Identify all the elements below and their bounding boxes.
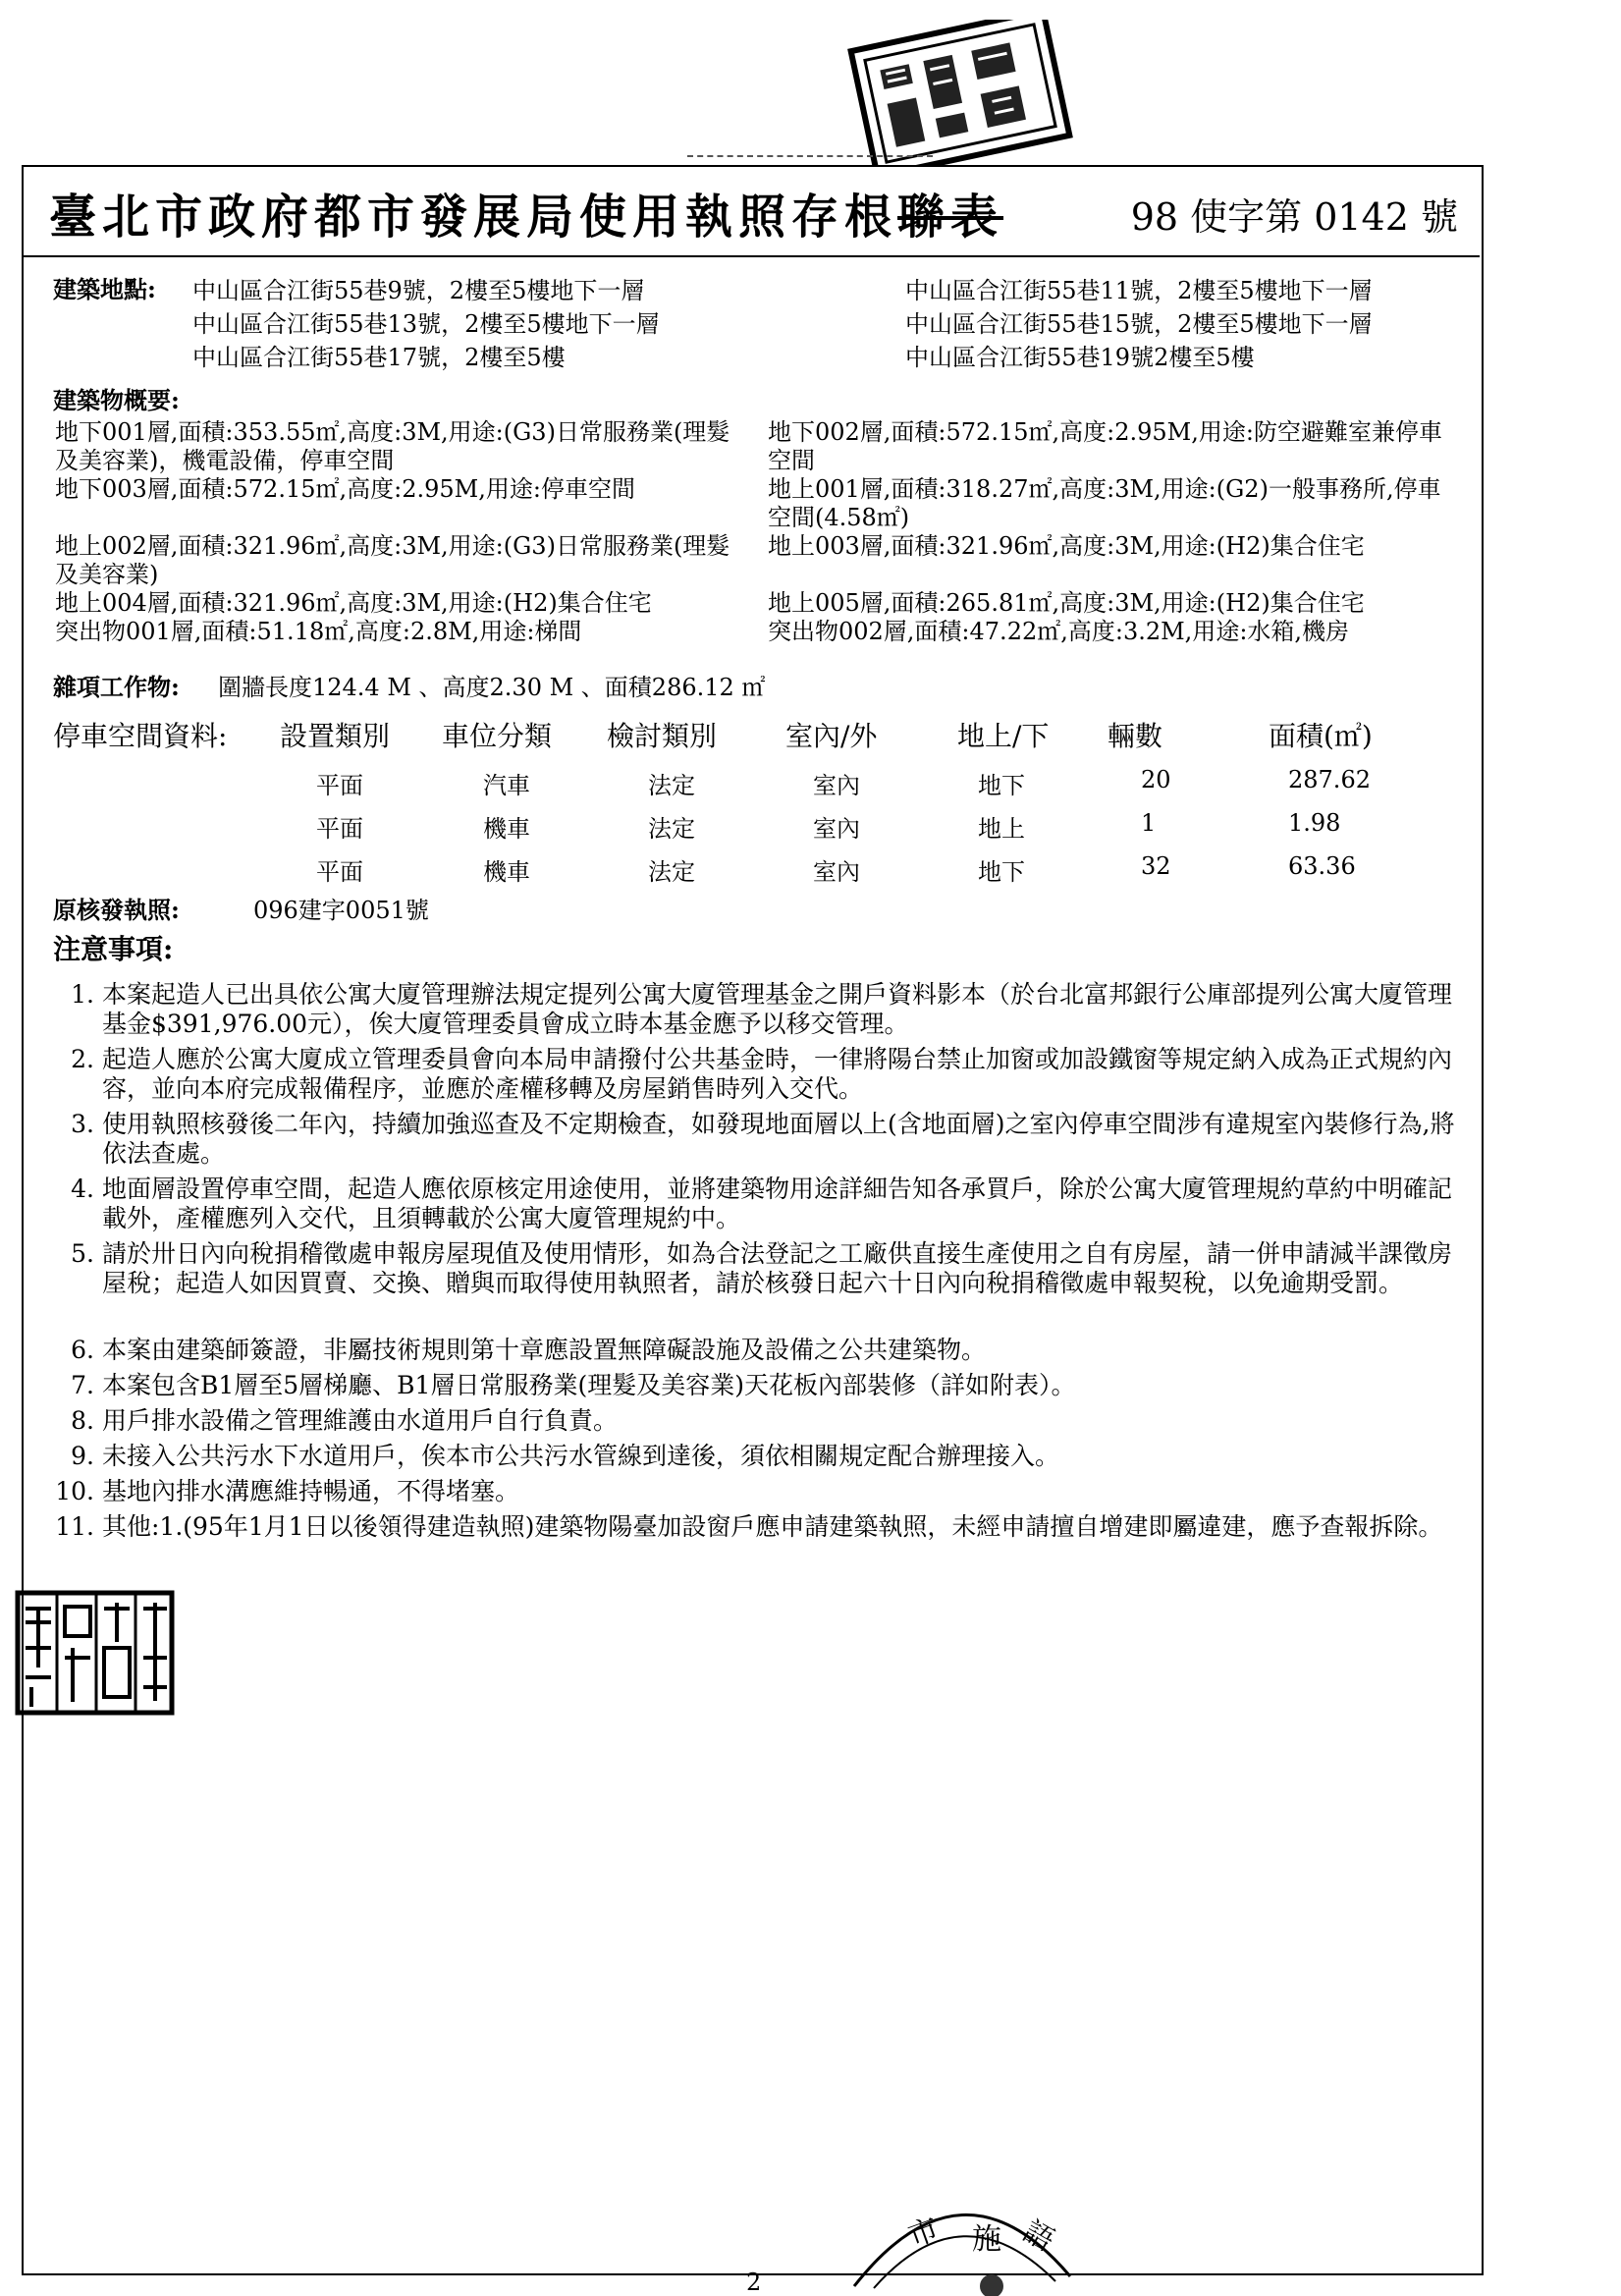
official-seal-bottom — [844, 2178, 1080, 2296]
note-text: 起造人應於公寓大廈成立管理委員會向本局申請撥付公共基金時，一律將陽台禁止加窗或加設鐵窗等規定納入成為正式規約內容，並向本府完成報備程序，並應於產權移轉及房屋銷售時列入交代。 — [102, 1045, 1453, 1103]
note-item — [55, 1371, 1469, 1400]
title-strike-text: 聯表 — [897, 190, 1004, 245]
parking-cell: 汽車 — [483, 772, 530, 799]
address-item: 中山區合江街55巷15號，2樓至5樓地下一層 — [905, 310, 1373, 338]
title-bar — [22, 165, 1480, 257]
note-item — [55, 1045, 1469, 1104]
parking-cell: 地下 — [978, 858, 1025, 886]
misc-value: 圍牆長度124.4 M 、高度2.30 M 、面積286.12 ㎡ — [218, 674, 766, 701]
parking-cell: 1.98 — [1288, 809, 1341, 837]
address-label: 建築地點: — [53, 275, 156, 303]
overview-line: 地上004層,面積:321.96㎡,高度:3M,用途:(H2)集合住宅 — [55, 589, 652, 617]
note-text: 使用執照核發後二年內，持續加強巡查及不定期檢查，如發現地面層以上(含地面層)之室內停車空間涉有違規室內裝修行為,將依法查處。 — [102, 1110, 1455, 1168]
note-text: 本案由建築師簽證，非屬技術規則第十章應設置無障礙設施及設備之公共建築物。 — [102, 1336, 987, 1364]
parking-cell: 機車 — [483, 815, 530, 843]
address-item: 中山區合江街55巷17號，2樓至5樓 — [192, 344, 566, 371]
note-item — [55, 1175, 1469, 1233]
address-item: 中山區合江街55巷9號，2樓至5樓地下一層 — [192, 277, 645, 304]
notes-label: 注意事項: — [53, 933, 174, 965]
note-number: 8. — [71, 1406, 94, 1435]
note-number: 2. — [71, 1045, 94, 1073]
parking-cell: 機車 — [483, 858, 530, 886]
overview-line: 地上005層,面積:265.81㎡,高度:3M,用途:(H2)集合住宅 — [768, 589, 1365, 617]
parking-cell: 287.62 — [1288, 766, 1371, 793]
note-text: 其他:1.(95年1月1日以後領得建造執照)建築物陽臺加設窗戶應申請建築執照，未經申請擅自增建即屬違建，應予查報拆除。 — [102, 1512, 1443, 1541]
overview-line: 地下002層,面積:572.15㎡,高度:2.95M,用途:防空避難室兼停車 — [768, 418, 1442, 446]
permit-number: 98 使字第 0142 號 — [1130, 195, 1458, 239]
parking-cell: 平面 — [316, 815, 363, 843]
parking-cell: 法定 — [648, 858, 695, 886]
parking-cell: 室內 — [813, 772, 860, 799]
parking-cell: 室內 — [813, 858, 860, 886]
official-seal-left — [14, 1589, 176, 1717]
misc-label: 雜項工作物: — [53, 673, 180, 701]
note-text: 基地內排水溝應維持暢通，不得堵塞。 — [102, 1477, 520, 1505]
note-number: 1. — [71, 980, 94, 1009]
note-text: 用戶排水設備之管理維護由水道用戶自行負責。 — [102, 1406, 619, 1435]
parking-cell: 地下 — [978, 772, 1025, 799]
address-item: 中山區合江街55巷11號，2樓至5樓地下一層 — [905, 277, 1373, 304]
note-number: 5. — [71, 1239, 94, 1268]
page-number: 2 — [746, 2269, 762, 2296]
svg-text:施: 施 — [972, 2222, 1001, 2257]
parking-cell: 20 — [1141, 766, 1171, 793]
note-item — [55, 1110, 1469, 1169]
parking-cell: 室內 — [813, 815, 860, 843]
note-item — [55, 1239, 1469, 1298]
official-seal-top — [842, 20, 1078, 167]
overview-line: 突出物002層,面積:47.22㎡,高度:3.2M,用途:水箱,機房 — [768, 618, 1350, 645]
address-item: 中山區合江街55巷19號2樓至5樓 — [905, 344, 1255, 371]
original-permit-label: 原核發執照: — [53, 896, 180, 924]
parking-header: 檢討類別 — [607, 720, 718, 752]
note-item — [55, 1477, 1469, 1506]
parking-header: 輛數 — [1108, 720, 1163, 752]
svg-text:市: 市 — [903, 2212, 944, 2255]
note-text: 本案包含B1層至5層梯廳、B1層日常服務業(理髮及美容業)天花板內部裝修（詳如附表）。 — [102, 1371, 1076, 1399]
overview-line: 及美容業)，機電設備，停車空間 — [55, 447, 395, 474]
scan-dashes — [687, 155, 933, 157]
note-number: 11. — [55, 1512, 94, 1541]
note-item — [55, 1406, 1469, 1436]
svg-text:語: 語 — [1017, 2214, 1060, 2259]
parking-label: 停車空間資料: — [53, 720, 228, 752]
note-number: 7. — [71, 1371, 94, 1399]
title-text: 臺北市政府都市發展局使用執照存根 — [49, 190, 898, 245]
parking-header: 車位分類 — [442, 720, 553, 752]
note-number: 9. — [71, 1442, 94, 1470]
note-number: 6. — [71, 1336, 94, 1364]
parking-header: 面積(㎡) — [1269, 720, 1373, 752]
parking-cell: 平面 — [316, 772, 363, 799]
parking-cell: 1 — [1141, 809, 1157, 837]
overview-line: 地上003層,面積:321.96㎡,高度:3M,用途:(H2)集合住宅 — [768, 532, 1365, 560]
parking-cell: 平面 — [316, 858, 363, 886]
note-text: 請於卅日內向稅捐稽徵處申報房屋現值及使用情形，如為合法登記之工廠供直接生產使用之自有房屋，請一併申請減半課徵房屋稅；起造人如因買賣、交換、贈與而取得使用執照者，請於核發日起六十日內向稅捐稽徵處申報契稅，以免逾期受罰。 — [102, 1239, 1453, 1297]
address-item: 中山區合江街55巷13號，2樓至5樓地下一層 — [192, 310, 660, 338]
parking-cell: 法定 — [648, 772, 695, 799]
overview-line: 空間 — [768, 447, 815, 474]
overview-line: 地上001層,面積:318.27㎡,高度:3M,用途:(G2)一般事務所,停車 — [768, 475, 1441, 503]
parking-cell: 32 — [1141, 852, 1171, 880]
overview-line: 突出物001層,面積:51.18㎡,高度:2.8M,用途:梯間 — [55, 618, 582, 645]
parking-header: 地上/下 — [957, 720, 1050, 752]
overview-line: 地上002層,面積:321.96㎡,高度:3M,用途:(G3)日常服務業(理髮 — [55, 532, 730, 560]
note-text: 本案起造人已出具依公寓大廈管理辦法規定提列公寓大廈管理基金之開戶資料影本（於台北富邦銀行公庫部提列公寓大廈管理基金$391,976.00元），俟大廈管理委員會成立時本基金應予以移交管理。 — [102, 980, 1453, 1038]
note-number: 10. — [55, 1477, 94, 1505]
overview-line: 地下001層,面積:353.55㎡,高度:3M,用途:(G3)日常服務業(理髮 — [55, 418, 730, 446]
overview-label: 建築物概要: — [53, 386, 180, 414]
overview-line: 地下003層,面積:572.15㎡,高度:2.95M,用途:停車空間 — [55, 475, 635, 503]
parking-cell: 地上 — [978, 815, 1025, 843]
note-text: 未接入公共污水下水道用戶，俟本市公共污水管線到達後，須依相關規定配合辦理接入。 — [102, 1442, 1060, 1470]
note-item — [55, 1512, 1469, 1542]
note-text: 地面層設置停車空間，起造人應依原核定用途使用，並將建築物用途詳細告知各承買戶，除於公寓大廈管理規約草約中明確記載外，產權應列入交代，且須轉載於公寓大廈管理規約中。 — [102, 1175, 1453, 1232]
note-item — [55, 1336, 1469, 1365]
original-permit-value: 096建字0051號 — [253, 897, 429, 924]
note-number: 3. — [71, 1110, 94, 1138]
overview-line: 及美容業) — [55, 561, 159, 588]
parking-cell: 法定 — [648, 815, 695, 843]
parking-header: 設置類別 — [280, 720, 391, 752]
document-title — [49, 179, 1003, 246]
note-item — [55, 1442, 1469, 1471]
note-item — [55, 980, 1469, 1039]
parking-cell: 63.36 — [1288, 852, 1356, 880]
overview-line: 空間(4.58㎡) — [768, 504, 910, 531]
note-number: 4. — [71, 1175, 94, 1203]
parking-header: 室內/外 — [785, 720, 878, 752]
